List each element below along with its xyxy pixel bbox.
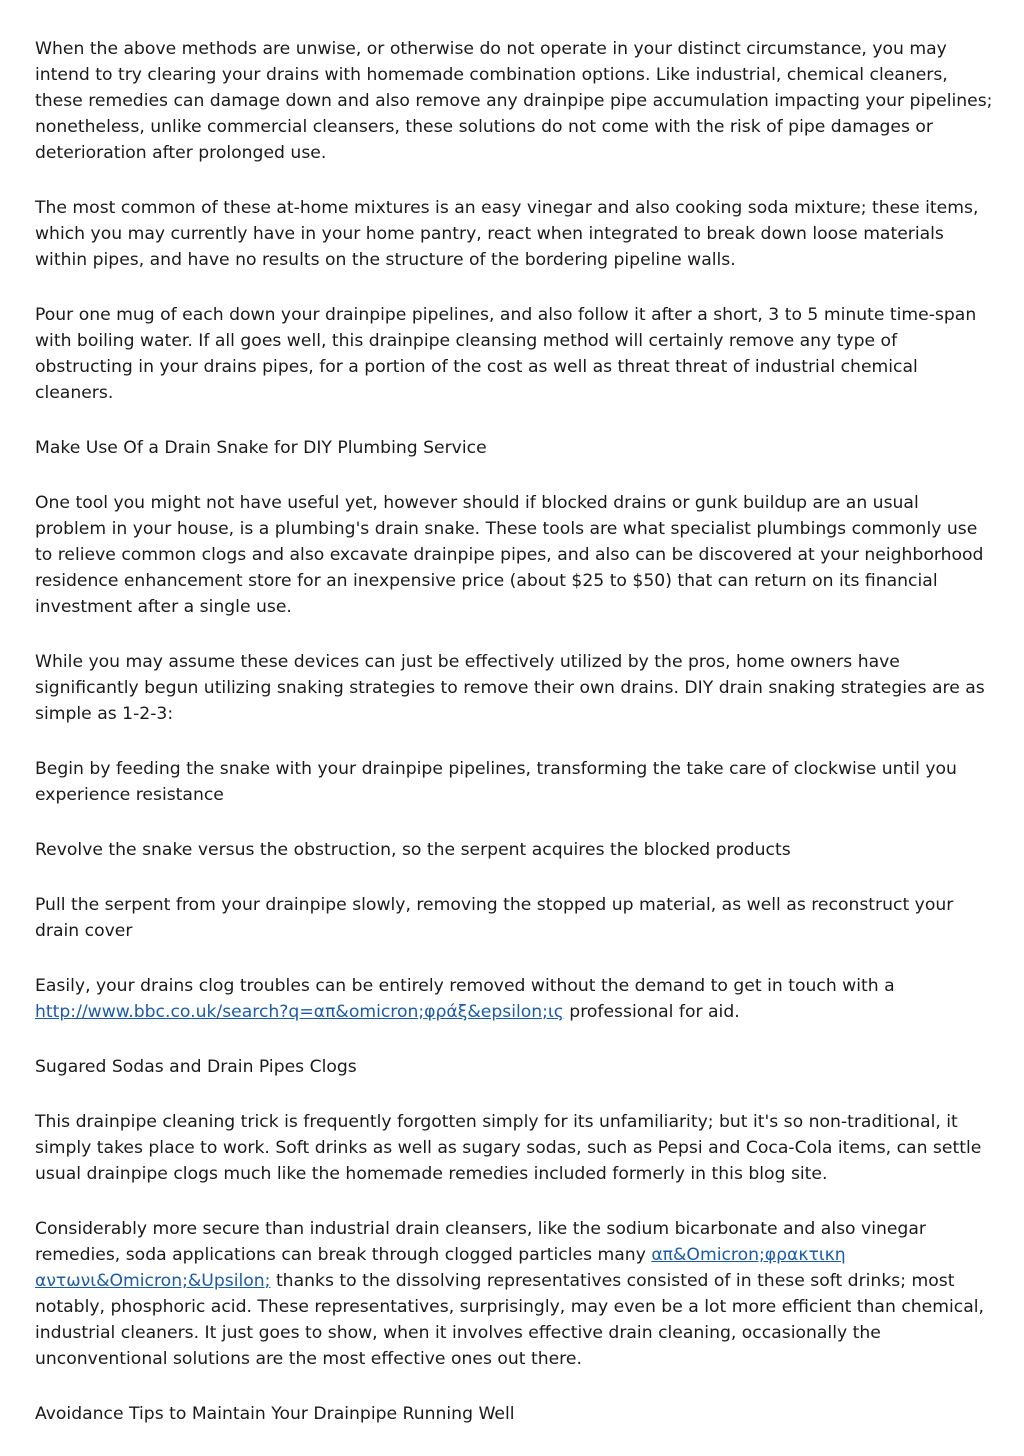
document-body xyxy=(35,36,995,1456)
bbc-search-link[interactable]: http://www.bbc.co.uk/search?q=απ&omicron;φράξ&epsilon;ις xyxy=(35,1002,564,1022)
paragraph-text-segment: Considerably more secure than industrial drain cleansers, like the sodium bicarbonate and also vinegar remedies, soda applications can break through clogged particles many xyxy=(35,1219,926,1265)
paragraph-step-one: Begin by feeding the snake with your drainpipe pipelines, transforming the take care of clockwise until you experience resistance xyxy=(35,759,957,805)
paragraph-text-segment: professional for aid. xyxy=(563,1002,740,1022)
paragraph-text-segment: Easily, your drains clog troubles can be entirely removed without the demand to get in touch with a xyxy=(35,976,895,996)
paragraph-homemade-remedies: When the above methods are unwise, or otherwise do not operate in your distinct circumstance, you may intend to try clearing your drains with homemade combination options. Like industrial, chemical cleaners, these remedies can damage down and also remove any drainpipe pipe accumulation impacting your pipelines; nonetheless, unlike commercial cleansers, these solutions do not come with the risk of pipe damages or deterioration after prolonged use. xyxy=(35,39,993,163)
paragraph-pour-method: Pour one mug of each down your drainpipe pipelines, and also follow it after a short, 3 to 5 minute time-span with boiling water. If all goes well, this drainpipe cleansing method will certainly remove any type of obstructing in your drains pipes, for a portion of the cost as well as threat threat of industrial chemical cleaners. xyxy=(35,305,977,403)
paragraph-step-two: Revolve the snake versus the obstruction, so the serpent acquires the blocked products xyxy=(35,840,791,860)
greek-keyword-link[interactable]: απ&Omicron;φρακτικη αντωνι&Omicron;&Upsilon; xyxy=(35,1245,846,1291)
paragraph-professional-aid xyxy=(35,973,995,1025)
paragraph-soda-secure xyxy=(35,1216,995,1372)
heading-drain-snake: Make Use Of a Drain Snake for DIY Plumbing Service xyxy=(35,438,487,458)
paragraph-soda-trick: This drainpipe cleaning trick is frequently forgotten simply for its unfamiliarity; but it's so non-traditional, it simply takes place to work. Soft drinks as well as sugary sodas, such as Pepsi and Coca-Cola items, can settle usual drainpipe clogs much like the homemade remedies included formerly in this blog site. xyxy=(35,1112,982,1184)
paragraph-drain-snake-tool: One tool you might not have useful yet, however should if blocked drains or gunk buildup are an usual problem in your house, is a plumbing's drain snake. These tools are what specialist plumbings commonly use to relieve common clogs and also excavate drainpipe pipes, and also can be discovered at your neighborhood residence enhancement store for an inexpensive price (about $25 to $50) that can return on its financial investment after a single use. xyxy=(35,493,984,617)
paragraph-vinegar-soda: The most common of these at-home mixtures is an easy vinegar and also cooking soda mixture; these items, which you may currently have in your home pantry, react when integrated to break down loose materials within pipes, and have no results on the structure of the bordering pipeline walls. xyxy=(35,198,979,270)
heading-sugared-sodas: Sugared Sodas and Drain Pipes Clogs xyxy=(35,1057,357,1077)
paragraph-step-three: Pull the serpent from your drainpipe slowly, removing the stopped up material, as well as reconstruct your drain cover xyxy=(35,895,954,941)
paragraph-snaking-strategies: While you may assume these devices can just be effectively utilized by the pros, home owners have significantly begun utilizing snaking strategies to remove their own drains. DIY drain snaking strategies are as simple as 1-2-3: xyxy=(35,652,985,724)
heading-avoidance-tips: Avoidance Tips to Maintain Your Drainpipe Running Well xyxy=(35,1404,515,1424)
paragraph-text-segment: thanks to the dissolving representatives consisted of in these soft drinks; most notably, phosphoric acid. These representatives, surprisingly, may even be a lot more efficient than chemical, industrial cleaners. It just goes to show, when it involves effective drain cleaning, occasionally the unconventional solutions are the most effective ones out there. xyxy=(35,1271,984,1369)
